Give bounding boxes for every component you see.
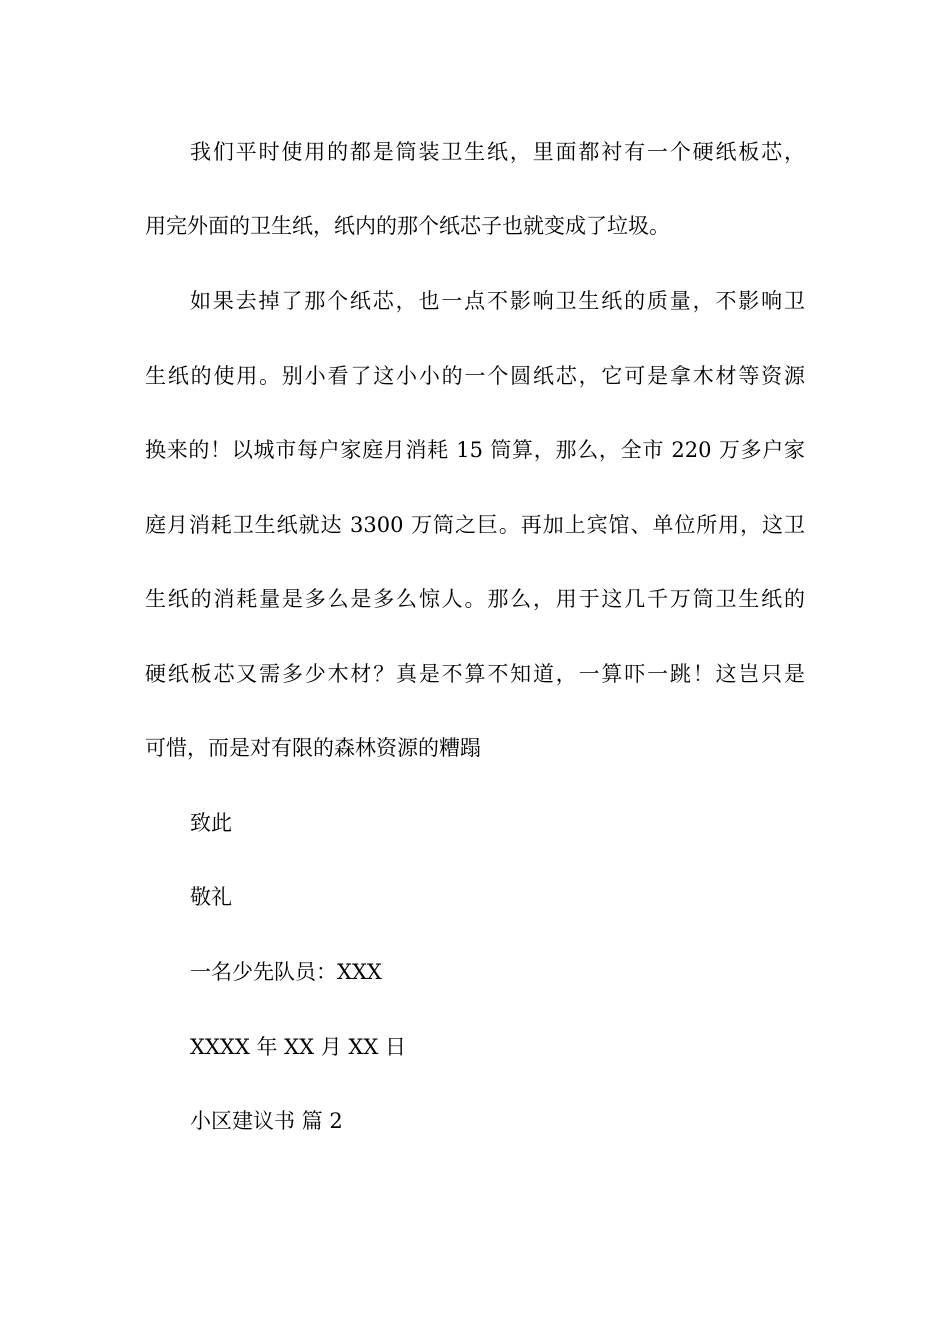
paragraph-2-line-1: 如果去掉了那个纸芯，也一点不影响卫生纸的质量，不影响卫 — [190, 289, 805, 313]
paragraph-2-line-4: 庭月消耗卫生纸就达 3300 万筒之巨。再加上宾馆、单位所用，这卫 — [145, 513, 805, 537]
section-heading: 小区建议书 篇 2 — [190, 1109, 343, 1133]
paragraph-2-line-5: 生纸的消耗量是多么是多么惊人。那么，用于这几千万筒卫生纸的 — [145, 587, 805, 611]
paragraph-2-line-7: 可惜，而是对有限的森林资源的糟蹋 — [145, 736, 481, 760]
signature: 一名少先队员：XXX — [190, 960, 382, 984]
paragraph-2-line-3: 换来的！以城市每户家庭月消耗 15 筒算，那么，全市 220 万多户家 — [145, 438, 805, 462]
salutation: 敬礼 — [190, 885, 232, 909]
paragraph-2-line-6: 硬纸板芯又需多少木材？真是不算不知道，一算吓一跳！这岂只是 — [145, 662, 805, 686]
paragraph-1-line-2: 用完外面的卫生纸，纸内的那个纸芯子也就变成了垃圾。 — [145, 214, 670, 238]
paragraph-2-line-2: 生纸的使用。别小看了这小小的一个圆纸芯，它可是拿木材等资源 — [145, 364, 805, 388]
date-line: XXXX 年 XX 月 XX 日 — [190, 1035, 406, 1059]
closing-phrase: 致此 — [190, 811, 232, 835]
paragraph-1-line-1: 我们平时使用的都是筒装卫生纸，里面都衬有一个硬纸板芯， — [190, 140, 805, 164]
